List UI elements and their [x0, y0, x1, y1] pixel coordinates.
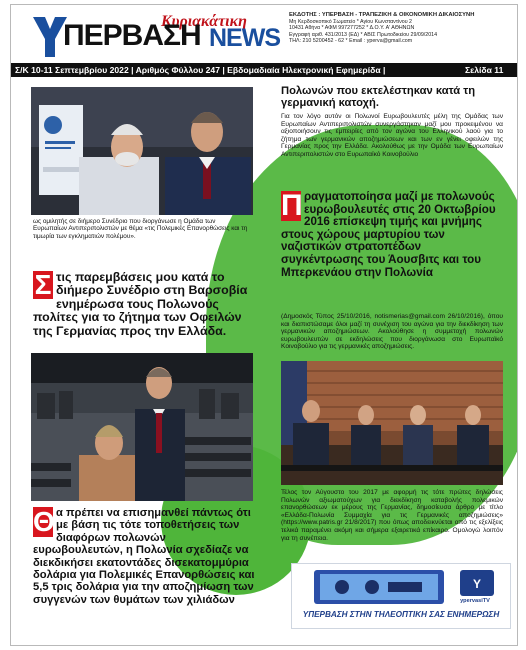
logo-news: NEWS [209, 24, 280, 52]
issue-info: Σ/Κ 10-11 Σεπτεμβρίου 2022 | Αριθμός Φύλλου 247 | Εβδομαδιαία Ηλεκτρονική Εφημερίδα | [15, 65, 386, 75]
photo-caption: ως ομιλητής σε διήμερο Συνέδριο που διοργάνωσε η Ομάδα των Ευρωπαίων Αντιπεριπολιστών με θέμα «τις Πολεμικές Επανορθώσεις και τη τιμωρία των εγκληματιών πολέμου». [33, 218, 248, 240]
dateline-bar [11, 63, 517, 77]
page-number: Σελίδα 11 [465, 65, 504, 75]
publisher-info-line: ΤΗΛ: 210 5200452 - 62 * Email : yperva@gmail.com [289, 38, 413, 45]
photo-conference-two-men [31, 87, 253, 215]
headline-poland-claims [33, 507, 255, 606]
logo-y-icon [33, 17, 67, 57]
publisher-info-line: Μη Κερδοσκοπικό Σωματείο * Αγίου Κωνσταντίνου 2 [289, 18, 413, 25]
headline-text: τις παρεμβάσεις μου κατά το διήμερο Συνέδριο στη Βαρσοβία ενημέρωσα τους Πολωνούς πολίτες για το ζήτημα των Οφειλών της Γερμανίας προς την Ελλάδα. [33, 270, 248, 338]
tv-banner[interactable] [291, 563, 511, 629]
headline-text: ραγματοποίησα μαζί με πολωνούς ευρωβουλευτές στις 20 Οκτωβρίου 2016 επίσκεψη τιμής και μνήμης στους χώρους μαρτυρίου των ναζιστικών στρατοπέδων συγκέντρωσης του Άουσβιτς και του Μπερκενάου στην Πολωνία [281, 190, 496, 279]
publisher-info [289, 12, 511, 45]
dropcap: Π [281, 189, 303, 222]
photo-panel-discussion [281, 361, 503, 485]
publisher-info-line: Εγγραφή αριθ. 431/2013 (ΕΔ) * ΑΒΙΣ Πρωτοδικείου 29/09/2014 [289, 31, 438, 38]
kyriakatiki-label: Κυριακάτικη [161, 13, 247, 30]
svg-text:Y: Y [472, 577, 482, 591]
headline-top-right: Πολωνών που εκτελέστηκαν κατά τη γερμανική κατοχή. [281, 85, 476, 110]
article-paragraph-1: Για τον λόγο αυτόν οι Πολωνοί Ευρωβουλευτές μέλη της Ομάδας των Ευρωπαίων Αντιπεριπολιστών συνεργάστηκαν μαζί μου προκειμένου να αξιοποιήσουν τις εμπειρίες από τον αγώνα του Ελληνικού λαού για το ζήτημα των γερμανικών αποζημιώσεων και των εν γένει οφειλών της Γερμανίας προς την Ελλάδα. Ακολούθως με την Ομάδα των Ευρωπαίων Αντιπεριπολιστών στο Ευρωπαϊκό Κοινοβούλιο [281, 113, 503, 158]
tv-channel-label: ypervasiTV [460, 598, 490, 604]
publisher-info-line: ΕΚΔΟΤΗΣ : ΥΠΕΡΒΑΣΗ - ΤΡΑΠΕΖΙΚΗ & ΟΙΚΟΝΟΜΙΚΗ ΔΙΚΑΙΟΣΥΝΗ [289, 12, 475, 18]
article-paragraph-3: Τέλος τον Αύγουστο του 2017 με αφορμή τις τότε πρώτες δηλώσεις Πολωνών αξιωματούχων για διεκδίκηση καταβολής πολεμικών επανορθώσεων εκ μέρους της Γερμανίας, δημοσίευσα άρθρο με τίτλο «Ελλάδα-Πολωνία Συμμαχία για τις Γερμανικές αποζημιώσεις» (https://www.patris.gr 21/8/2017) που όπως αποδεικνύεται από τις εξελίξεις τελικά παραμένει ακόμη και σήμερα εξαιρετικά επίκαιρο. Ομολογώ λοιπόν για τη συνέπεια. [281, 489, 503, 542]
logo-title: ΠΕΡΒΑΣΗ [63, 19, 201, 52]
dropcap: Σ [34, 269, 52, 300]
masthead [11, 5, 517, 63]
publisher-info-line: 10431 Αθήνα * ΑΦΜ 997277252 * Δ.Ο.Υ. Α' ΑΘΗΝΩΝ [289, 25, 415, 32]
tv-banner-text: ΥΠΕΡΒΑΣΗ ΣΤΗΝ ΤΗΛΕΟΠΤΙΚΗ ΣΑΣ ΕΝΗΜΕΡΩΣΗ [302, 610, 500, 619]
photo-event-two-men [31, 353, 253, 501]
newspaper-page [10, 4, 518, 646]
article-paragraph-2: (Δημοσκός Τύπος 25/10/2016, notismerias@gmail.com 26/10/2016), όπου και διαπιστώσαμε όλοι μαζί τη συνέχιση του αγώνα για την διεκδίκηση των γερμανικών αποζημιώσεων. Ακολούθησε η συμμετοχή πολωνών ευρωβουλευτών σε εκδηλώσεις που διοργάνωσα στο Ευρωπαϊκό Κοινοβούλιο για τις γερμανικές αποζημιώσεις. [281, 313, 503, 351]
headline-text: α πρέπει να επισημανθεί πάντως ότι με βάση τις τότε τοποθετήσεις των διαφόρων πολωνών ευρωβουλευτών, η Πολωνία σχεδίαζε να διεκδικήσει εκατοντάδες δισεκατομμύρια δολάρια για Πολεμικές Επανορθώσεις και 5,5 τρις δολάρια για την αποζημίωση των συγγενών των θυμάτων των χιλιάδων [33, 507, 255, 606]
headline-auschwitz [281, 191, 503, 279]
dropcap: Θ [33, 506, 55, 537]
headline-warsaw [33, 271, 251, 338]
